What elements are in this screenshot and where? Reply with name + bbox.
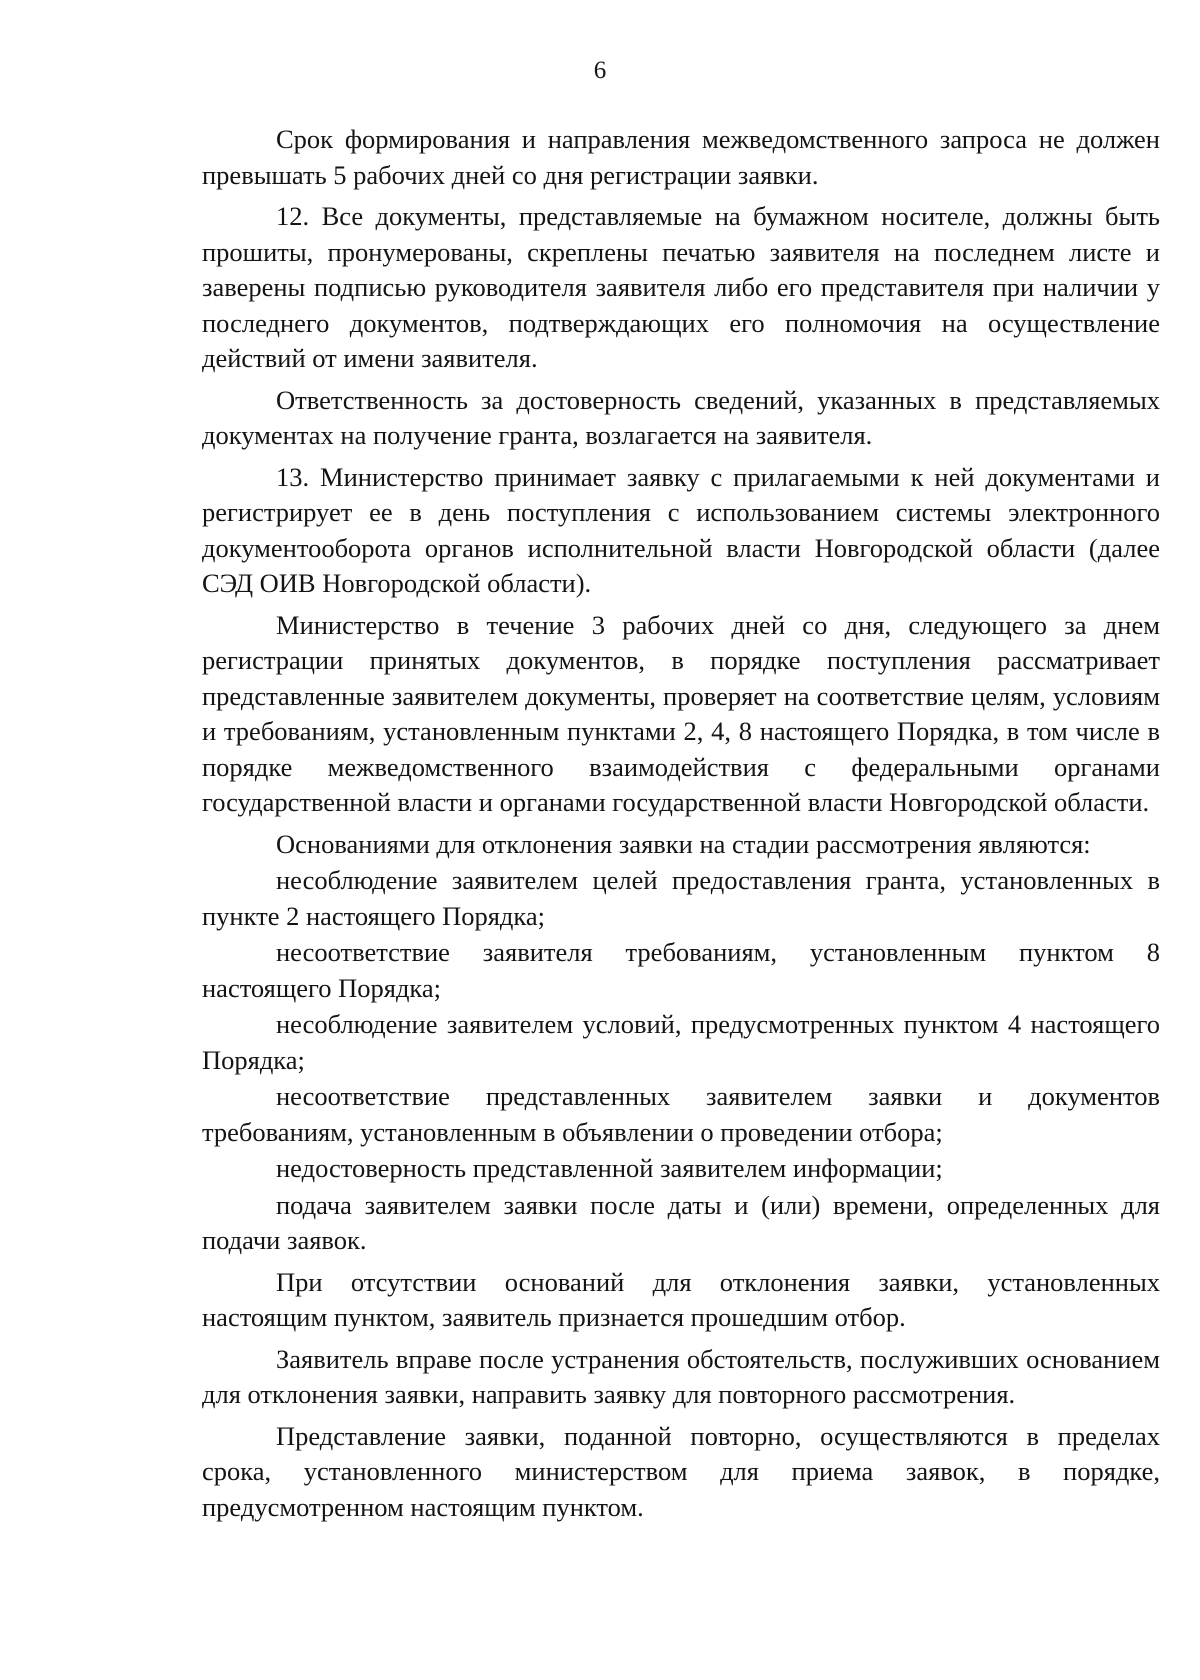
list-item: несоблюдение заявителем целей предоставления гранта, установленных в пункте 2 настоящего Порядка; xyxy=(202,865,1160,931)
list-item: подача заявителем заявки после даты и (или) времени, определенных для подачи заявок. xyxy=(202,1189,1160,1255)
paragraph: Основаниями для отклонения заявки на стадии рассмотрения являются: xyxy=(276,828,1091,859)
document-body xyxy=(202,122,1160,1526)
page-number: 6 xyxy=(593,57,607,84)
list-item: несоблюдение заявителем условий, предусмотренных пунктом 4 настоящего Порядка; xyxy=(202,1009,1160,1075)
list-item: несоответствие представленных заявителем заявки и документов требованиям, установленным в объявлении о проведении отбора; xyxy=(202,1081,1160,1147)
paragraph: Заявитель вправе после устранения обстоятельств, послуживших основанием для отклонения заявки, направить заявку для повторного рассмотрения. xyxy=(202,1343,1160,1409)
paragraph: Министерство в течение 3 рабочих дней со дня, следующего за днем регистрации принятых документов, в порядке поступления рассматривает представленные заявителем документы, проверяет на соответствие целям, условиям и требованиям, установленным пунктами 2, 4, 8 настоящего Порядка, в том числе в порядке межведомственного взаимодействия с федеральными органами государственной власти и органами государственной власти Новгородской области. xyxy=(202,609,1160,817)
list-item: недостоверность представленной заявителем информации; xyxy=(276,1153,943,1183)
paragraph: 12. Все документы, представляемые на бумажном носителе, должны быть прошиты, пронумерованы, скреплены печатью заявителя на последнем листе и заверены подписью руководителя заявителя либо его представителя при наличии у последнего документов, подтверждающих его полномочия на осуществление действий от имени заявителя. xyxy=(202,201,1160,373)
paragraph: 13. Министерство принимает заявку с прилагаемыми к ней документами и регистрирует ее в день поступления с использованием системы электронного документооборота органов исполнительной власти Новгородской области (далее СЭД ОИВ Новгородской области). xyxy=(202,461,1160,598)
list-item: несоответствие заявителя требованиям, установленным пунктом 8 настоящего Порядка; xyxy=(202,937,1160,1003)
paragraph: Ответственность за достоверность сведений, указанных в представляемых документах на получение гранта, возлагается на заявителя. xyxy=(202,384,1160,450)
paragraph: Представление заявки, поданной повторно, осуществляются в пределах срока, установленного министерством для приема заявок, в порядке, предусмотренном настоящим пунктом. xyxy=(202,1420,1160,1522)
paragraph: При отсутствии оснований для отклонения заявки, установленных настоящим пунктом, заявитель признается прошедшим отбор. xyxy=(202,1266,1160,1332)
paragraph: Срок формирования и направления межведомственного запроса не должен превышать 5 рабочих дней со дня регистрации заявки. xyxy=(202,124,1160,190)
